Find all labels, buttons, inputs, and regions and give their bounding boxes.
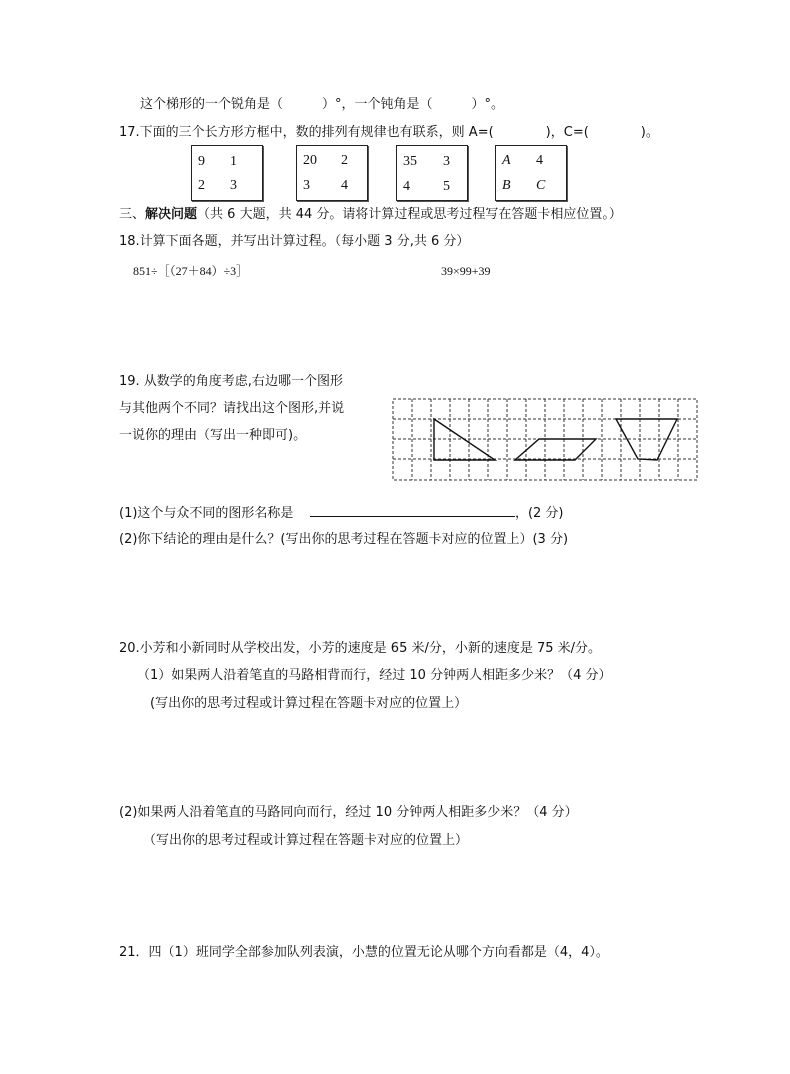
q19-line-3: 一说你的理由（写出一种即可)。 xyxy=(119,428,307,443)
box1-bottom-left: 2 xyxy=(198,178,205,193)
box3-top-right: 3 xyxy=(443,154,450,169)
box2-top-right: 2 xyxy=(341,153,348,168)
q18-expression-2: 39×99+39 xyxy=(441,264,491,278)
box3-top-left: 35 xyxy=(403,154,417,169)
q19-line-1: 19. 从数学的角度考虑,右边哪一个图形 xyxy=(119,374,343,389)
pattern-box-1 xyxy=(191,145,263,201)
box4-bottom-left: B xyxy=(502,178,511,193)
q19-sub1 xyxy=(119,504,564,523)
pattern-box-4 xyxy=(495,145,567,201)
box1-top-right: 1 xyxy=(230,154,237,169)
shapes-grid-figure xyxy=(392,398,698,482)
q21-text: 21．四（1）班同学全部参加队列表演，小慧的位置无论从哪个方向看都是（4，4）。 xyxy=(119,945,609,960)
q20-note1: (写出你的思考过程或计算过程在答题卡对应的位置上） xyxy=(150,696,468,711)
q20-sub1: （1）如果两人沿着笔直的马路相背而行，经过 10 分钟两人相距多少米？（4 分） xyxy=(137,668,612,683)
q18-text: 18.计算下面各题，并写出计算过程。（每小题 3 分,共 6 分） xyxy=(119,234,470,249)
box4-top-right: 4 xyxy=(536,153,543,168)
q18-expression-1: 851÷［（27＋84）÷3］ xyxy=(133,264,249,278)
q16-tail-text: 这个梯形的一个锐角是（ ）°，一个钝角是（ ）°。 xyxy=(140,97,505,112)
q19-line-2: 与其他两个不同？请找出这个图形,并说 xyxy=(119,401,345,416)
q19-sub2: (2)你下结论的理由是什么？(写出你的思考过程在答题卡对应的位置上）(3 分) xyxy=(119,532,569,547)
box2-top-left: 20 xyxy=(303,153,317,168)
q20-note2: （写出你的思考过程或计算过程在答题卡对应的位置上） xyxy=(143,833,469,848)
box2-bottom-right: 4 xyxy=(341,178,348,193)
box3-bottom-left: 4 xyxy=(403,179,410,194)
q19-sub1-label: (1)这个与众不同的图形名称是 xyxy=(119,506,294,521)
parallelogram-shape xyxy=(515,439,596,460)
pattern-box-3 xyxy=(396,145,468,201)
q20-text: 20.小芳和小新同时从学校出发，小芳的速度是 65 米/分，小新的速度是 75 米/分。 xyxy=(119,641,602,656)
box2-bottom-left: 3 xyxy=(303,178,310,193)
answer-blank[interactable] xyxy=(310,504,515,517)
section-rest: （共 6 大题，共 44 分。请将计算过程或思考过程写在答题卡相应位置。） xyxy=(197,207,622,222)
section-title: 解决问题 xyxy=(145,207,198,222)
pattern-box-2 xyxy=(296,145,368,201)
box1-top-left: 9 xyxy=(198,154,205,169)
q19-sub1-points: ，(2 分) xyxy=(514,506,564,521)
box1-bottom-right: 3 xyxy=(230,178,237,193)
q20-sub2: (2)如果两人沿着笔直的马路同向而行，经过 10 分钟两人相距多少米？（4 分） xyxy=(119,805,578,820)
box4-top-left: A xyxy=(502,153,511,168)
box3-bottom-right: 5 xyxy=(443,179,450,194)
box4-bottom-right: C xyxy=(536,178,546,193)
q17-text: 17.下面的三个长方形方框中，数的排列有规律也有联系，则 A=( )，C=( )。 xyxy=(119,125,659,140)
section-heading xyxy=(119,206,622,224)
section-prefix: 三、 xyxy=(119,207,146,222)
